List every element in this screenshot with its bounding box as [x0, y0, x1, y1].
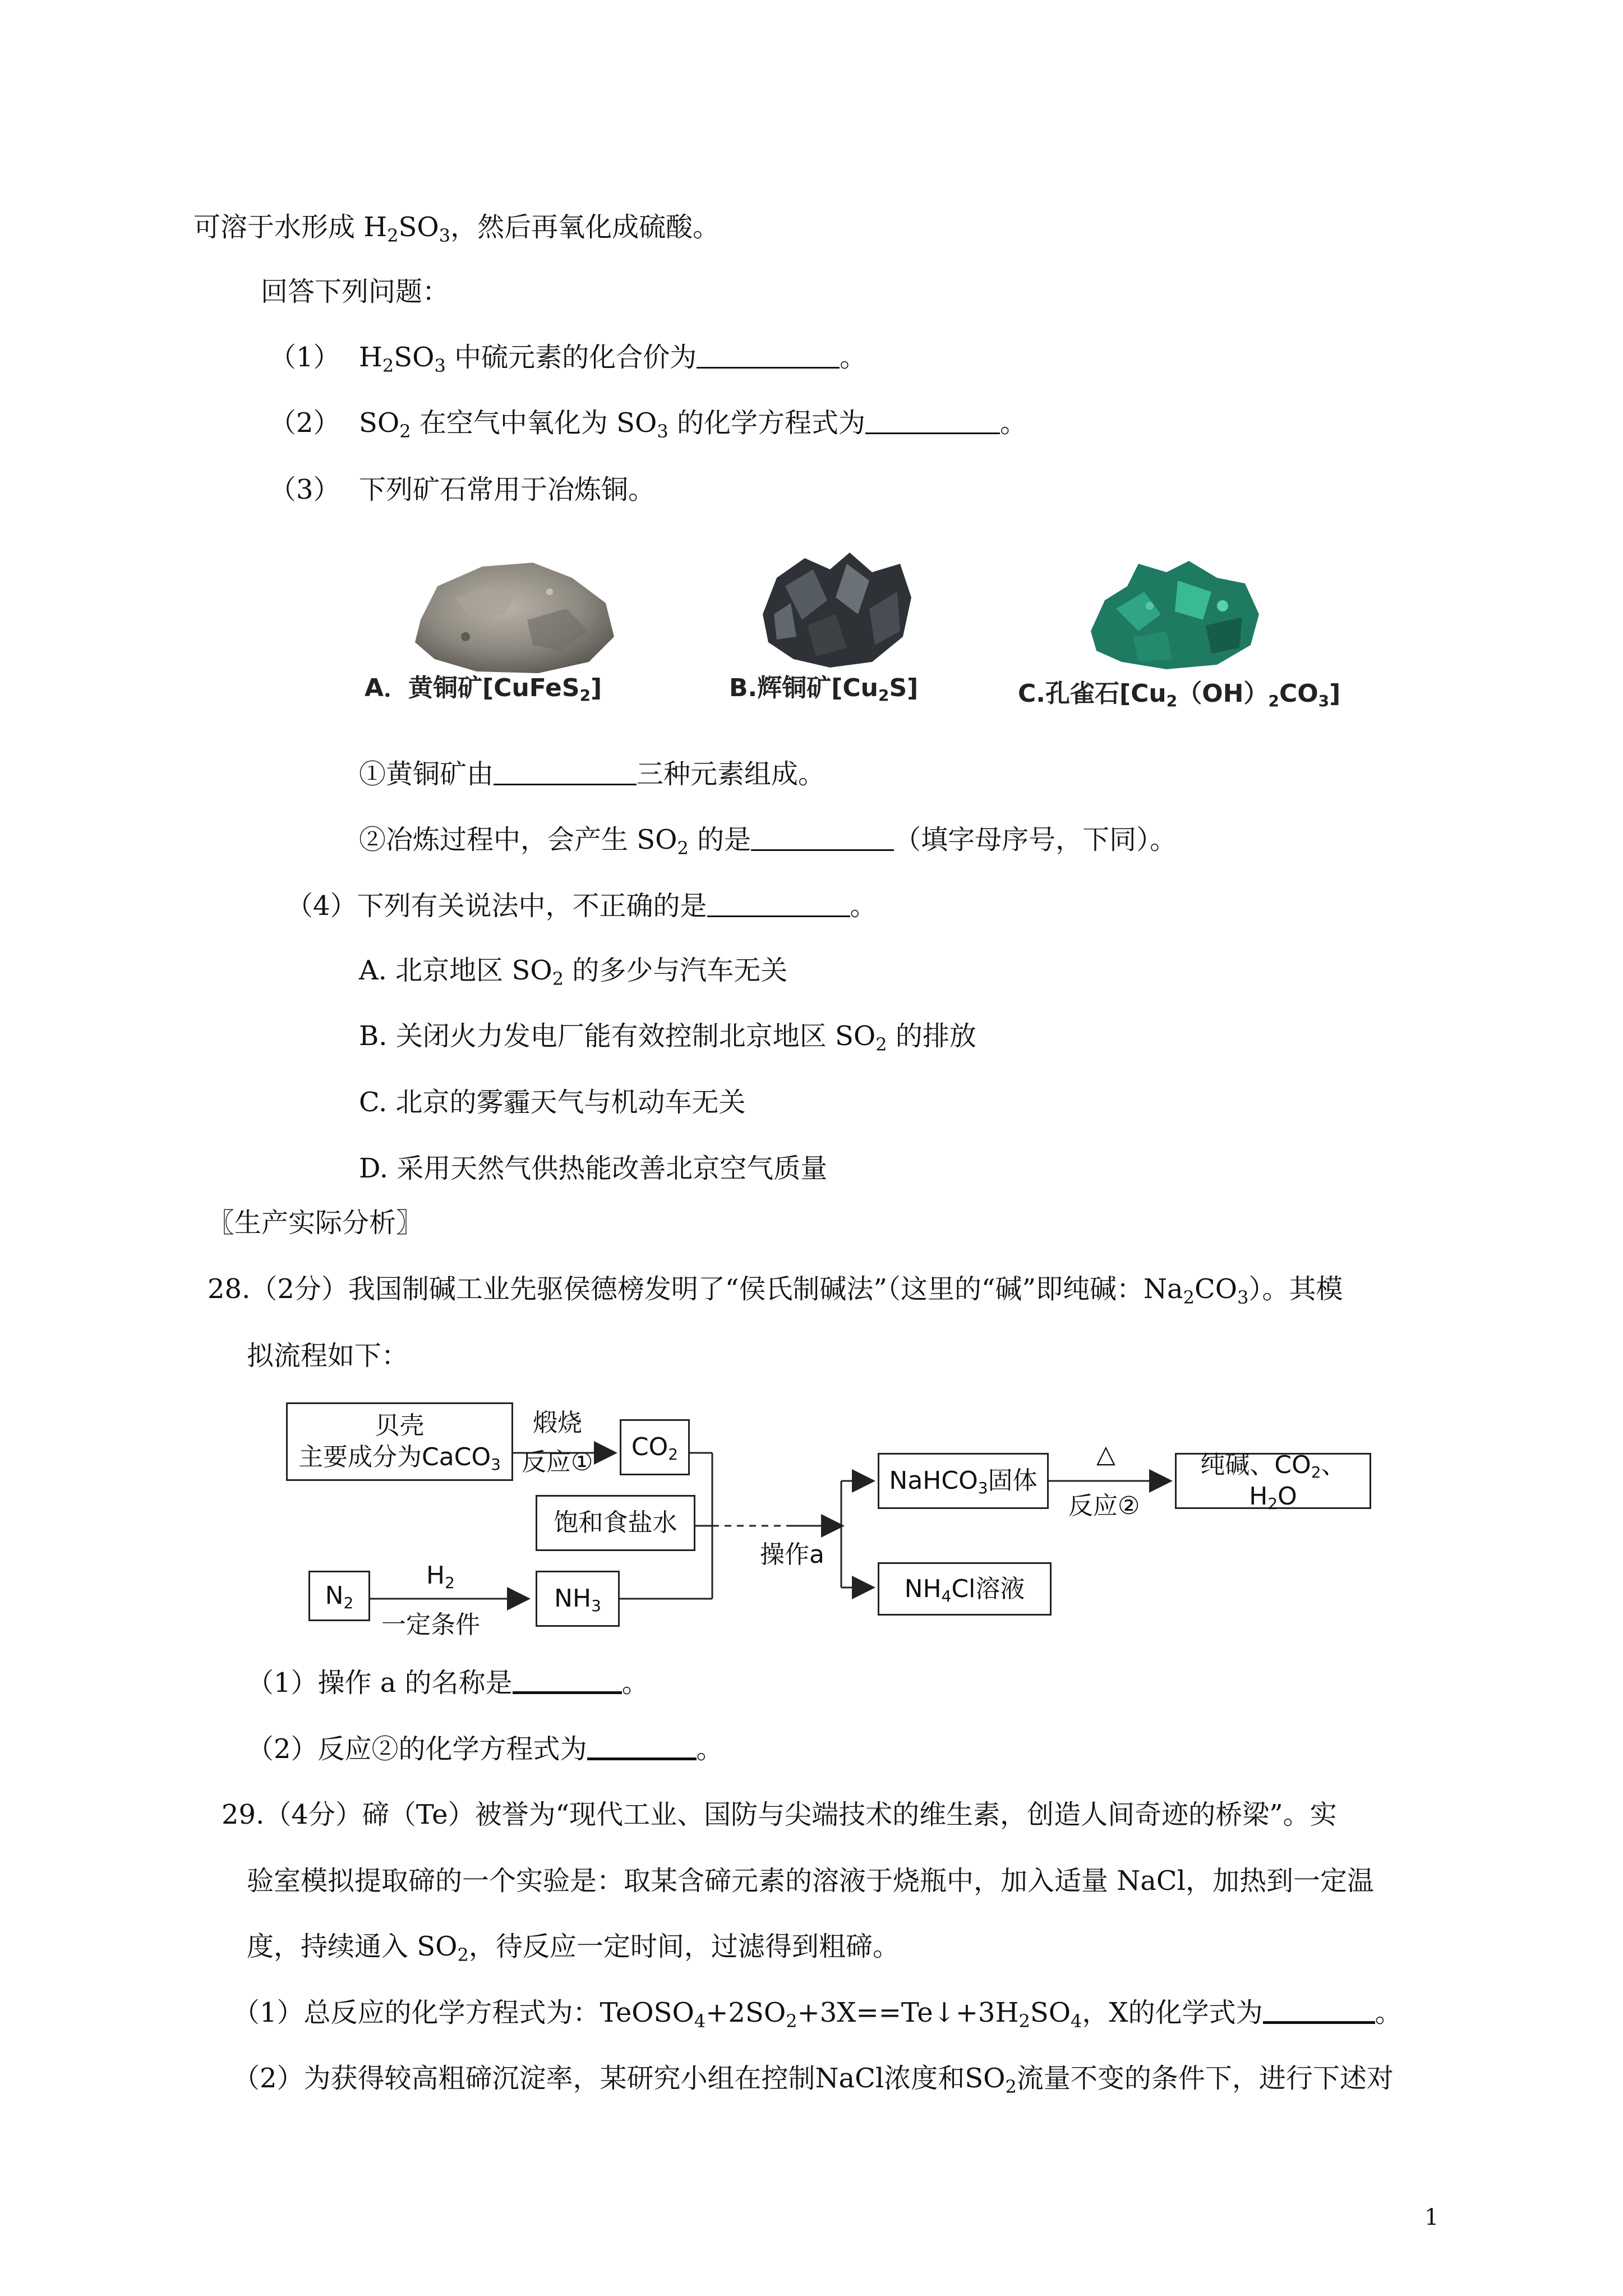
text: [1177, 1450, 1370, 1512]
text: ]: [591, 674, 602, 702]
text: ]: [1329, 679, 1341, 708]
text: 的多少与汽车无关: [564, 955, 788, 986]
text: 中硫元素的化合价为: [445, 342, 697, 373]
answer-blank[interactable]: [587, 1735, 697, 1760]
sub: 2: [343, 1594, 354, 1612]
sub: 3: [978, 1479, 988, 1497]
nh3-box: [536, 1571, 620, 1627]
question-29-line-3: [247, 1930, 900, 1966]
answer-prompt: 回答下列问题：: [261, 276, 450, 307]
sub: 2: [399, 421, 411, 442]
question-number: （3）: [269, 474, 340, 505]
text: SO: [359, 407, 400, 439]
text: ②冶炼过程中，会产生 SO: [359, 824, 677, 855]
question-29: 29.（4分）碲（Te）被誉为“现代工业、国防与尖端技术的维生素，创造人间奇迹的桥梁”。实: [222, 1799, 1337, 1830]
sub: 2: [1183, 1287, 1195, 1308]
text: [298, 1442, 501, 1473]
intro-text: ，然后再氧化成硫酸。: [450, 211, 720, 243]
text: 的化学方程式为: [668, 407, 865, 439]
text: 。: [840, 342, 867, 373]
operation-a-label: 操作a: [760, 1540, 824, 1569]
text: 固体: [988, 1466, 1038, 1495]
text: （1）总反应的化学方程式为：TeOSO: [233, 1997, 694, 2028]
sub: 3: [1318, 692, 1330, 710]
sub: 2: [786, 2010, 797, 2032]
text: A. 北京地区 SO: [359, 955, 552, 986]
sub: 2: [457, 1944, 469, 1966]
text: C.孔雀石[Cu: [1018, 679, 1166, 708]
text: ①黄铜矿由: [359, 758, 494, 790]
text: 的是: [688, 824, 751, 855]
sub: 2: [875, 1034, 887, 1055]
option-d: D. 采用天然气供热能改善北京空气质量: [359, 1153, 828, 1184]
sub: 3: [1237, 1287, 1249, 1308]
text: （填字母序号，下同）。: [894, 824, 1177, 855]
sub: 2: [668, 1445, 679, 1464]
sub: 3: [657, 421, 668, 442]
text: B. 关闭火力发电厂能有效控制北京地区 SO: [359, 1020, 876, 1052]
question-29-line-2: 验室模拟提取碲的一个实验是：取某含碲元素的溶液于烧瓶中，加入适量 NaCl，加热到一定温: [247, 1865, 1374, 1897]
sub: 3: [491, 1455, 501, 1474]
text: NH: [904, 1574, 942, 1603]
text: （4）下列有关说法中，不正确的是: [286, 890, 707, 922]
answer-blank[interactable]: [1263, 1999, 1375, 2024]
text: SO: [394, 342, 435, 373]
brine-box: [536, 1495, 695, 1551]
text: CO: [1195, 1273, 1238, 1305]
text: 28.（2分）我国制碱工业先驱侯德榜发明了“侯氏制碱法”（这里的“碱”即纯碱：Na: [208, 1273, 1183, 1305]
reaction-1-label: 反应①: [522, 1448, 593, 1476]
sub: 2: [579, 686, 591, 705]
text: N: [325, 1581, 344, 1610]
text: （1）操作 a 的名称是: [247, 1667, 513, 1699]
text: ）。其模: [1248, 1273, 1343, 1305]
sub: 2: [677, 838, 689, 859]
nahco3-box: [878, 1453, 1049, 1509]
text: S]: [889, 674, 919, 702]
answer-blank[interactable]: [513, 1669, 622, 1694]
section-heading: 〖生产实际分析〗: [208, 1207, 423, 1239]
intro-text: SO: [398, 211, 439, 243]
co2-box: [620, 1419, 690, 1475]
shell-box: [286, 1402, 513, 1481]
text: 的排放: [887, 1020, 976, 1052]
text: （2）为获得较高粗碲沉淀率，某研究小组在控制NaCl浓度和SO: [233, 2063, 1006, 2094]
text: Cl溶液: [951, 1574, 1025, 1603]
text: [631, 1432, 678, 1463]
text: H: [426, 1561, 445, 1590]
sub: 4: [941, 1586, 952, 1605]
text: 。: [850, 890, 877, 922]
text: 贝壳: [375, 1411, 425, 1440]
sub: 2: [1018, 2010, 1030, 2032]
question-28-sub-1: [247, 1666, 649, 1700]
text: 在空气中氧化为 SO: [411, 407, 657, 439]
question-3-text: 下列矿石常用于冶炼铜。: [359, 474, 656, 505]
sub: 4: [694, 2010, 706, 2032]
question-28-sub-2: [247, 1732, 723, 1766]
text: [325, 1580, 354, 1612]
h2-label: [426, 1561, 455, 1590]
question-number: （1）: [269, 342, 340, 373]
sub: 4: [1071, 2010, 1082, 2032]
nh4cl-box: [878, 1562, 1052, 1616]
sub: 2: [382, 355, 394, 376]
sub: 2: [1005, 2076, 1017, 2097]
calcine-label: 煅烧: [533, 1409, 582, 1437]
n2-box: [308, 1571, 370, 1621]
text: H: [359, 342, 382, 373]
heat-symbol: △: [1096, 1440, 1115, 1469]
sub: 2: [552, 968, 564, 990]
text: CO: [1279, 679, 1318, 708]
text: （OH）: [1177, 679, 1269, 708]
sub: 3: [439, 225, 451, 246]
text: +3X==Te↓+3H: [797, 1997, 1019, 2028]
text: NaHCO: [889, 1466, 978, 1495]
text: 饱和食盐水: [554, 1508, 677, 1537]
sub: 2: [387, 225, 399, 246]
reaction-2-label: 反应②: [1068, 1492, 1140, 1520]
product-box: [1175, 1451, 1371, 1513]
sub: 2: [1166, 692, 1178, 710]
text: [889, 1465, 1037, 1497]
text: NH: [554, 1584, 592, 1613]
text: 流量不变的条件下，进行下述对: [1016, 2063, 1394, 2094]
sub: 2: [878, 686, 889, 705]
text: 纯碱、CO: [1200, 1451, 1311, 1479]
sub: 2: [445, 1573, 455, 1592]
question-29-sub-2: [233, 2062, 1394, 2095]
question-29-sub-1: [233, 1996, 1402, 2030]
sub: 2: [1311, 1463, 1321, 1481]
text: 。: [621, 1667, 649, 1699]
text: （2）反应②的化学方程式为: [247, 1733, 587, 1765]
text: [554, 1583, 601, 1614]
condition-label: 一定条件: [381, 1611, 480, 1639]
text: 三种元素组成。: [637, 758, 826, 790]
text: O: [1278, 1482, 1297, 1511]
text: SO: [1030, 1997, 1071, 2028]
text: [905, 1573, 1025, 1605]
question-number: （2）: [269, 407, 340, 439]
option-c: C. 北京的雾霾天气与机动车无关: [359, 1087, 746, 1118]
page-number: 1: [1424, 2205, 1439, 2230]
sub: 3: [434, 355, 446, 376]
text: +2SO: [706, 1997, 786, 2028]
text: 主要成分为CaCO: [298, 1443, 491, 1471]
text: A．黄铜矿[CuFeS: [365, 674, 580, 702]
text: ，待反应一定时间，过滤得到粗碲。: [468, 1931, 900, 1962]
text: 。: [1375, 1997, 1402, 2028]
text: 、H: [1249, 1451, 1346, 1511]
text: CO: [631, 1433, 668, 1461]
sub: 2: [1268, 692, 1279, 710]
intro-text: 可溶于水形成 H: [193, 211, 388, 243]
text: B.辉铜矿[Cu: [729, 674, 878, 702]
text: ，X的化学式为: [1082, 1997, 1263, 2028]
sub: 3: [591, 1596, 601, 1615]
text: 。: [696, 1733, 723, 1765]
sub: 2: [1267, 1494, 1278, 1513]
text: 度，持续通入 SO: [247, 1931, 458, 1962]
text: 。: [999, 407, 1027, 439]
question-28-cont: 拟流程如下：: [247, 1340, 409, 1372]
